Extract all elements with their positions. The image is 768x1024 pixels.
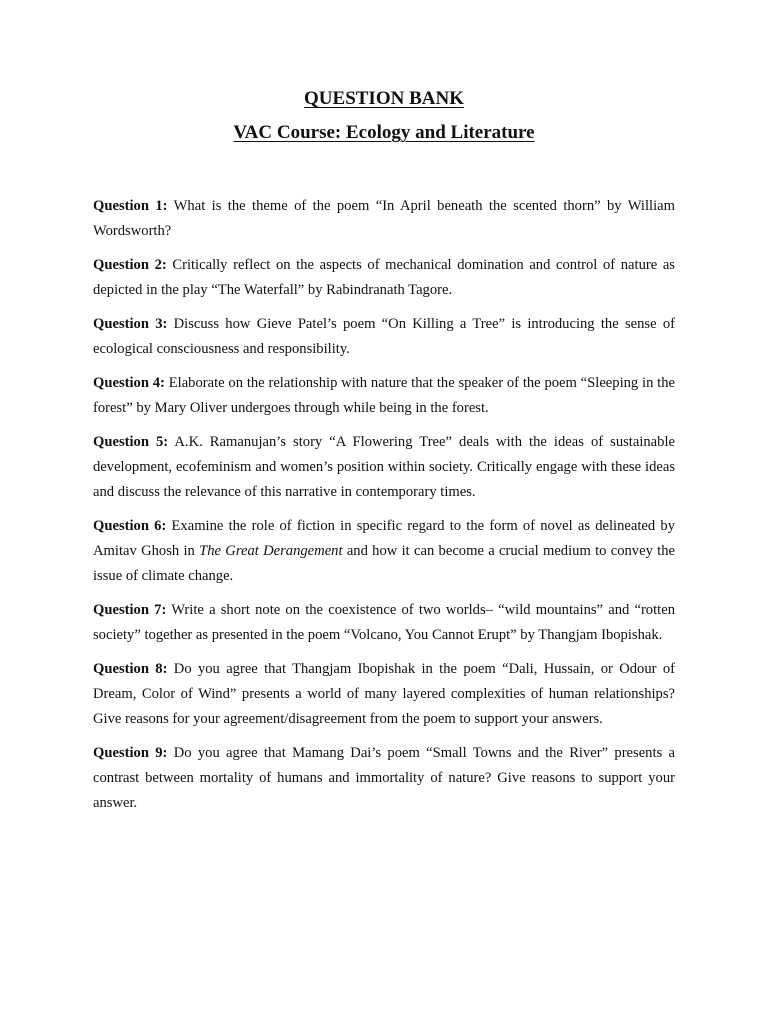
question-text: Discuss how Gieve Patel’s poem “On Killing a Tree” is introducing the sense of ecological consciousness and responsibility. (93, 316, 675, 357)
question-text-continued: and how it can become a crucial medium to convey the issue of climate change. (93, 543, 676, 584)
question-text: Do you agree that Mamang Dai’s poem “Small Towns and the River” presents a contrast between mortality of humans and immortality of nature? Give reasons to support your answer. (93, 745, 675, 811)
question-label: Question 9: (93, 745, 168, 761)
question-text: Critically reflect on the aspects of mechanical domination and control of nature as depicted in the play “The Waterfall” by Rabindranath Tagore. (93, 257, 675, 298)
document-title (0, 88, 768, 110)
question-text: A.K. Ramanujan’s story “A Flowering Tree” deals with the ideas of sustainable development, ecofeminism and women’s position within society. Critically engage with these ideas and discuss the relevance of this narrative in contemporary times. (93, 434, 675, 500)
question-text: Elaborate on the relationship with nature that the speaker of the poem “Sleeping in the forest” by Mary Oliver undergoes through while being in the forest. (93, 375, 676, 416)
question-label: Question 5: (93, 434, 169, 450)
document-title-text: QUESTION BANK (304, 88, 464, 109)
question-text: What is the theme of the poem “In April beneath the scented thorn” by William Wordsworth? (93, 198, 675, 239)
book-title: The Great Derangement (199, 543, 343, 559)
question-3 (93, 312, 675, 362)
question-label: Question 8: (93, 661, 168, 677)
document-subtitle (0, 122, 768, 144)
question-label: Question 2: (93, 257, 167, 273)
question-text: Write a short note on the coexistence of two worlds– “wild mountains” and “rotten society” together as presented in the poem “Volcano, You Cannot Erupt” by Thangjam Ibopishak. (93, 602, 675, 643)
question-label: Question 7: (93, 602, 167, 618)
question-label: Question 3: (93, 316, 168, 332)
question-text: Examine the role of fiction in specific regard to the form of novel as delineated by Amitav Ghosh in (93, 518, 675, 559)
question-5 (93, 430, 675, 505)
question-7 (93, 598, 675, 648)
question-1 (93, 194, 675, 244)
question-4 (93, 371, 675, 421)
question-label: Question 4: (93, 375, 165, 391)
question-label: Question 1: (93, 198, 168, 214)
question-6 (93, 514, 675, 589)
question-label: Question 6: (93, 518, 167, 534)
question-9 (93, 741, 675, 816)
question-8 (93, 657, 675, 732)
question-list (93, 194, 675, 825)
document-subtitle-text: VAC Course: Ecology and Literature (233, 122, 535, 143)
question-text: Do you agree that Thangjam Ibopishak in the poem “Dali, Hussain, or Odour of Dream, Color of Wind” presents a world of many layered complexities of human relationships? Give reasons for your agreement/disagreement from the poem to support your answers. (93, 661, 675, 727)
question-2 (93, 253, 675, 303)
